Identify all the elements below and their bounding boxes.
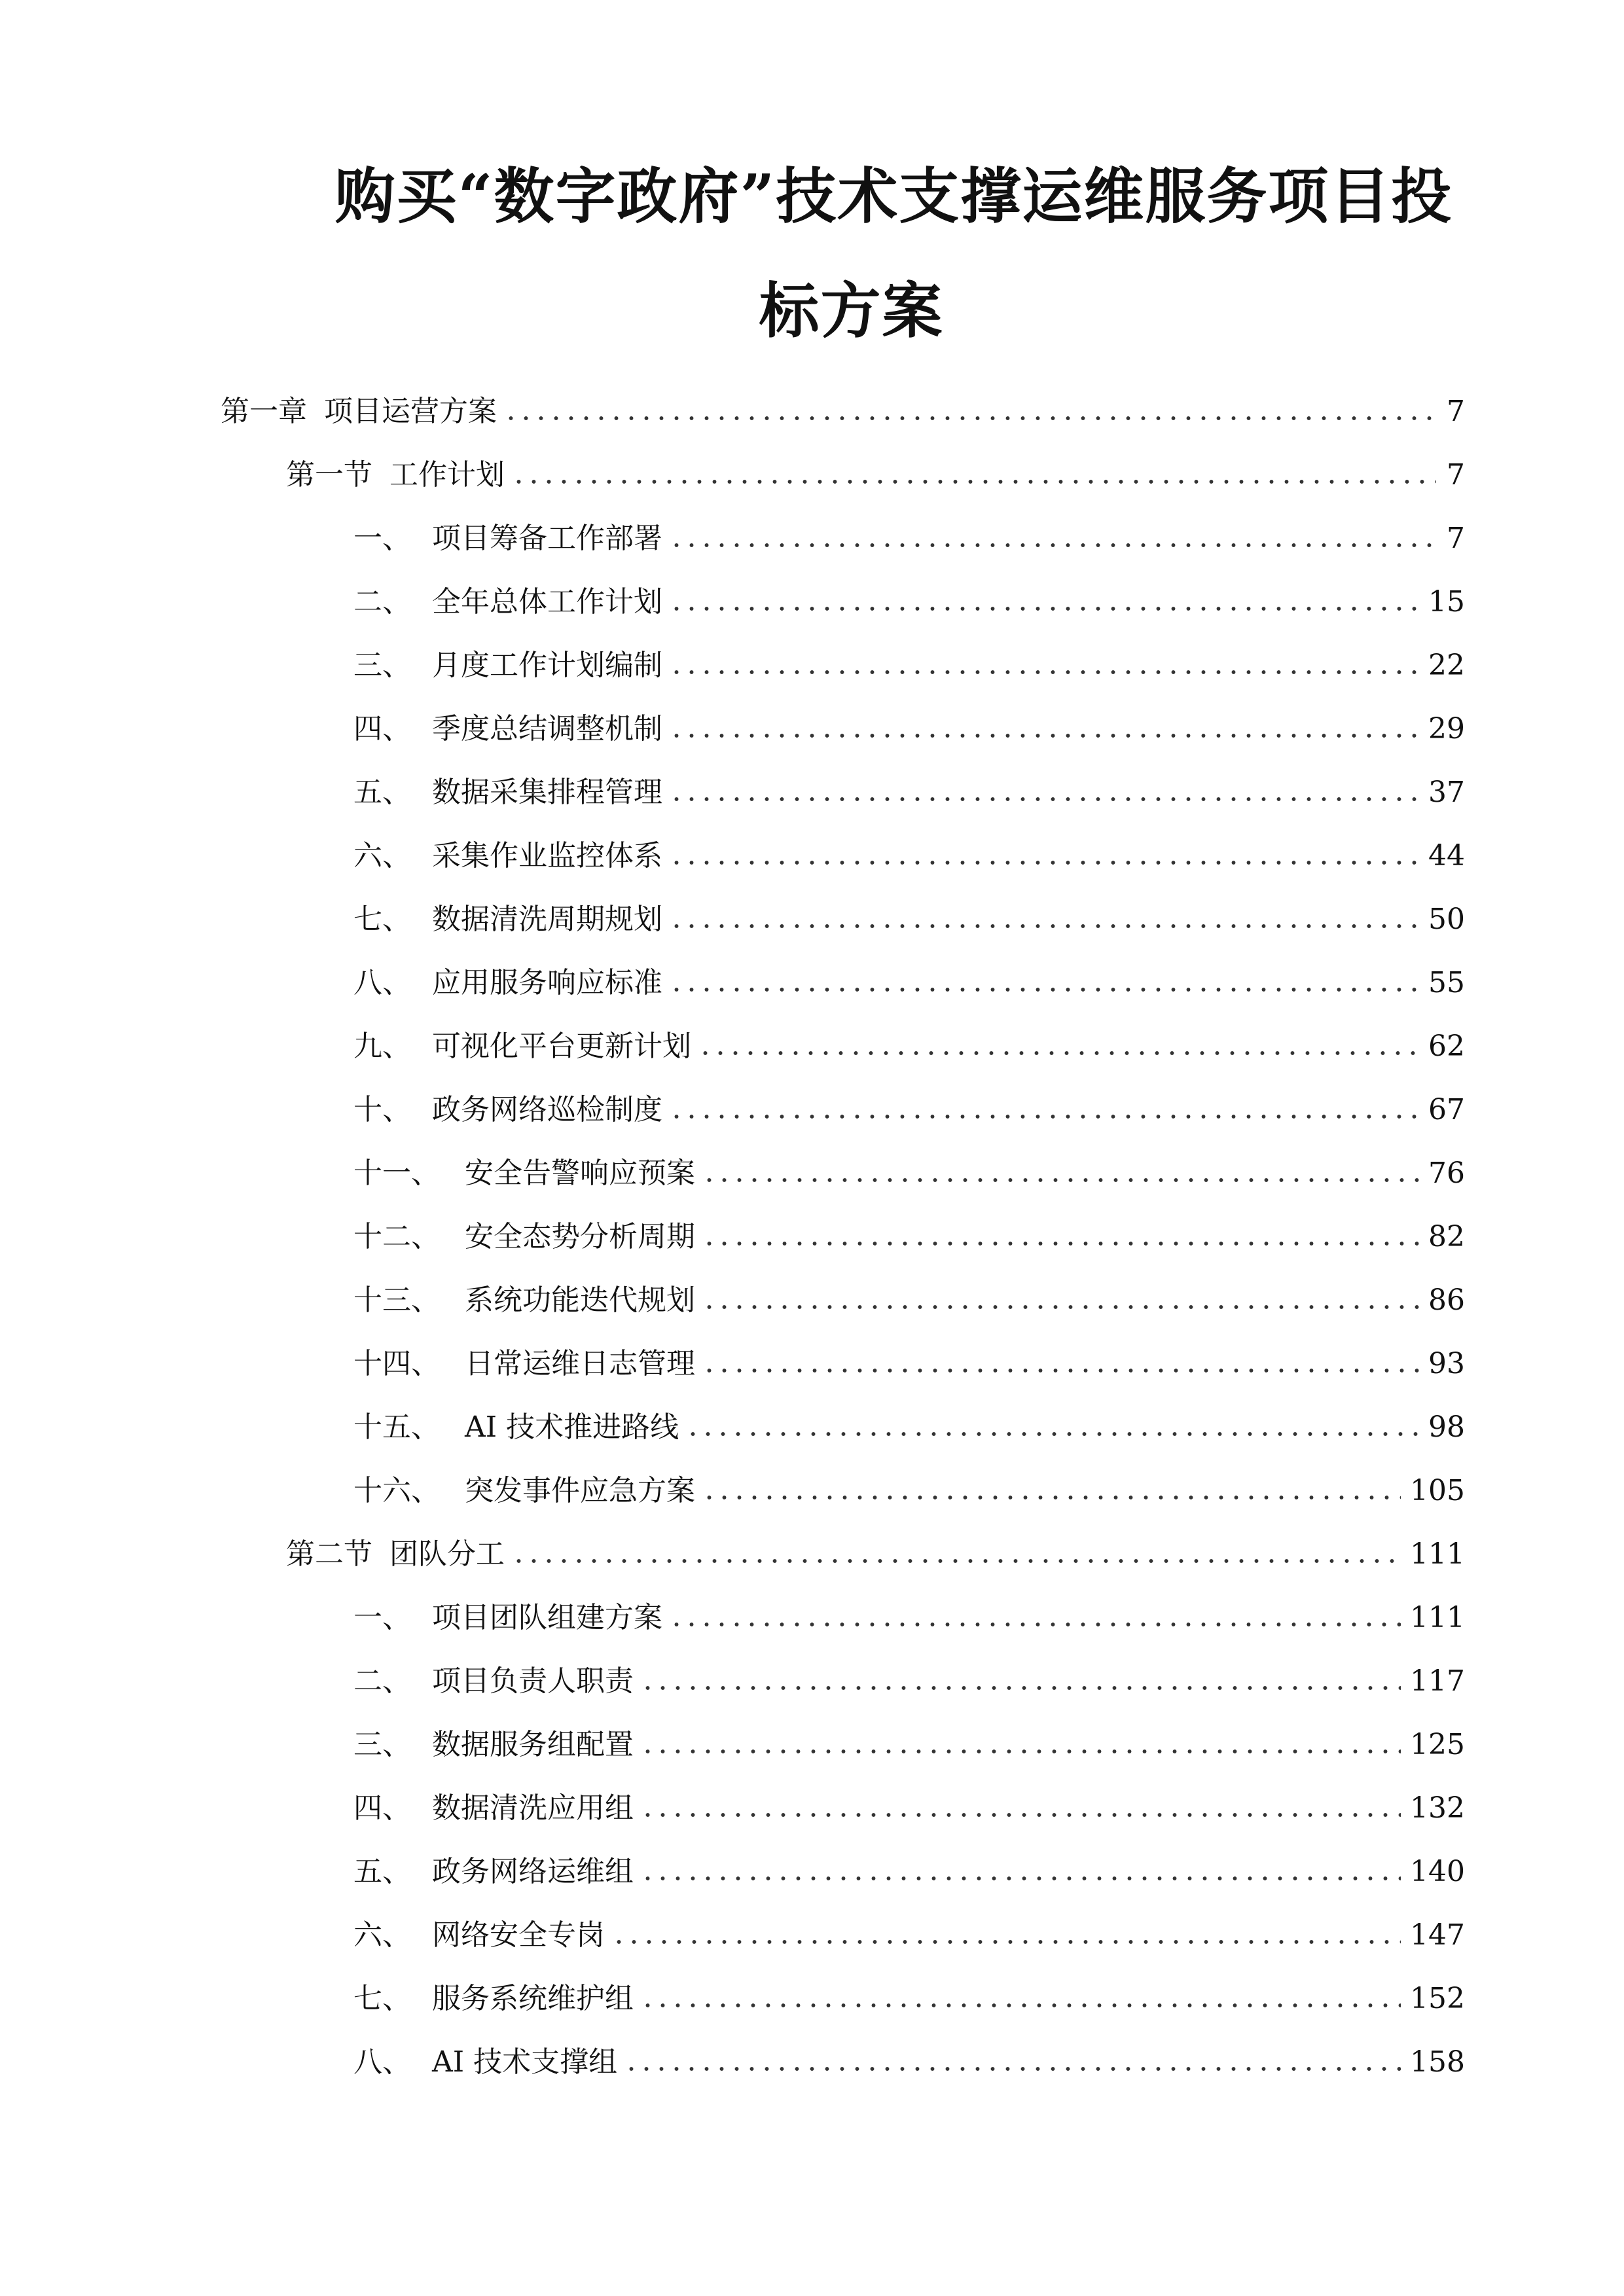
toc-item[interactable] — [0, 1776, 1624, 1840]
toc-entry-number: 十二、 — [353, 1219, 440, 1253]
document-title-line-2: 标方案 — [759, 276, 944, 346]
toc-entry-title: 季度总结调整机制 — [432, 711, 662, 745]
toc-item[interactable] — [0, 697, 1624, 761]
dot-leader — [669, 797, 1419, 802]
toc-item[interactable] — [0, 1713, 1624, 1776]
toc-entry-page: 140 — [1410, 1854, 1465, 1888]
toc-entry-page: 22 — [1428, 648, 1465, 682]
dot-leader — [702, 1368, 1419, 1373]
dot-leader — [611, 1939, 1401, 1945]
dot-leader — [702, 1304, 1419, 1310]
toc-entry-number: 第一章 — [221, 394, 307, 428]
toc-entry-number: 五、 — [353, 775, 411, 809]
toc-entry-title: 数据服务组配置 — [432, 1727, 634, 1761]
toc-entry-title: 团队分工 — [389, 1537, 505, 1571]
dot-leader — [685, 1431, 1419, 1437]
toc-entry-page: 111 — [1410, 1600, 1465, 1634]
toc-entry-page: 111 — [1410, 1537, 1465, 1571]
dot-leader — [640, 1749, 1401, 1754]
toc-entry-page: 7 — [1447, 394, 1465, 428]
toc-entry-title: 全年总体工作计划 — [432, 584, 662, 619]
toc-item[interactable] — [0, 1967, 1624, 2030]
toc-item[interactable] — [0, 1840, 1624, 1903]
toc-entry-page: 62 — [1428, 1029, 1465, 1063]
dot-leader — [669, 1622, 1401, 1627]
toc-item[interactable] — [0, 634, 1624, 697]
toc-section-1[interactable] — [0, 443, 1624, 507]
toc-entry-title: 政务网络巡检制度 — [432, 1092, 662, 1126]
toc-item[interactable] — [0, 824, 1624, 888]
toc-entry-title: 项目筹备工作部署 — [432, 521, 662, 555]
toc-entry-page: 105 — [1410, 1473, 1465, 1507]
toc-entry-page: 15 — [1428, 584, 1465, 619]
dot-leader — [640, 1685, 1401, 1691]
toc-item[interactable] — [0, 761, 1624, 824]
toc-entry-page: 37 — [1428, 775, 1465, 809]
toc-entry-title: 网络安全专岗 — [432, 1918, 605, 1952]
dot-leader — [669, 670, 1419, 675]
toc-item[interactable] — [0, 1903, 1624, 1967]
toc-item[interactable] — [0, 1205, 1624, 1268]
toc-entry-page: 132 — [1410, 1791, 1465, 1825]
toc-entry-title: 日常运维日志管理 — [465, 1346, 695, 1380]
toc-entry-number: 十三、 — [353, 1283, 440, 1317]
dot-leader — [698, 1050, 1419, 1056]
toc-entry-title: 政务网络运维组 — [432, 1854, 634, 1888]
toc-entry-number: 三、 — [353, 648, 411, 682]
toc-item[interactable] — [0, 1459, 1624, 1522]
dot-leader — [669, 1114, 1419, 1119]
dot-leader — [624, 2066, 1401, 2072]
toc-entry-number: 十、 — [353, 1092, 411, 1126]
toc-entry-page: 76 — [1428, 1156, 1465, 1190]
toc-entry-title: AI 技术推进路线 — [465, 1410, 679, 1444]
toc-item[interactable] — [0, 1332, 1624, 1395]
toc-entry-title: 项目团队组建方案 — [432, 1600, 662, 1634]
toc-entry-number: 一、 — [353, 1600, 411, 1634]
dot-leader — [702, 1241, 1419, 1246]
toc-entry-title: 数据清洗周期规划 — [432, 902, 662, 936]
toc-entry-page: 158 — [1410, 2045, 1465, 2079]
toc-entry-title: AI 技术支撑组 — [432, 2045, 618, 2079]
toc-entry-number: 十一、 — [353, 1156, 440, 1190]
toc-entry-number: 十四、 — [353, 1346, 440, 1380]
toc-entry-title: 数据清洗应用组 — [432, 1791, 634, 1825]
toc-entry-number: 八、 — [353, 965, 411, 999]
toc-entry-number: 九、 — [353, 1029, 411, 1063]
toc-entry-page: 67 — [1428, 1092, 1465, 1126]
toc-entry-page: 7 — [1447, 521, 1465, 555]
toc-item[interactable] — [0, 1649, 1624, 1713]
toc-entry-title: 服务系统维护组 — [432, 1981, 634, 2015]
dot-leader — [669, 606, 1419, 611]
toc-entry-number: 第二节 — [286, 1537, 372, 1571]
toc-entry-title: 突发事件应急方案 — [465, 1473, 695, 1507]
toc-entry-page: 117 — [1410, 1664, 1465, 1698]
dot-leader — [669, 924, 1419, 929]
toc-item[interactable] — [0, 507, 1624, 570]
dot-leader — [669, 733, 1419, 738]
dot-leader — [669, 860, 1419, 865]
toc-entry-title: 采集作业监控体系 — [432, 838, 662, 872]
toc-item[interactable] — [0, 1395, 1624, 1459]
toc-entry-number: 七、 — [353, 902, 411, 936]
toc-entry-page: 29 — [1428, 711, 1465, 745]
dot-leader — [640, 1876, 1401, 1881]
toc-item[interactable] — [0, 1268, 1624, 1332]
toc-entry-number: 七、 — [353, 1981, 411, 2015]
toc-entry-number: 六、 — [353, 1918, 411, 1952]
toc-entry-number: 二、 — [353, 1664, 411, 1698]
toc-entry-number: 十六、 — [353, 1473, 440, 1507]
toc-item[interactable] — [0, 888, 1624, 951]
toc-item[interactable] — [0, 1014, 1624, 1078]
toc-entry-title: 月度工作计划编制 — [432, 648, 662, 682]
toc-entry-number: 四、 — [353, 711, 411, 745]
dot-leader — [640, 2003, 1401, 2008]
toc-entry-number: 第一节 — [286, 457, 372, 492]
toc-entry-title: 数据采集排程管理 — [432, 775, 662, 809]
table-of-contents — [0, 380, 1624, 2094]
toc-item[interactable] — [0, 2030, 1624, 2094]
toc-entry-title: 系统功能迭代规划 — [465, 1283, 695, 1317]
toc-entry-page: 44 — [1428, 838, 1465, 872]
toc-entry-page: 147 — [1410, 1918, 1465, 1952]
dot-leader — [669, 987, 1419, 992]
toc-entry-page: 125 — [1410, 1727, 1465, 1761]
toc-entry-title: 项目运营方案 — [324, 394, 497, 428]
toc-entry-title: 项目负责人职责 — [432, 1664, 634, 1698]
toc-entry-title: 应用服务响应标准 — [432, 965, 662, 999]
toc-entry-page: 7 — [1447, 457, 1465, 492]
toc-entry-number: 四、 — [353, 1791, 411, 1825]
toc-item[interactable] — [0, 570, 1624, 634]
toc-entry-number: 一、 — [353, 521, 411, 555]
dot-leader — [702, 1495, 1401, 1500]
toc-entry-page: 98 — [1428, 1410, 1465, 1444]
toc-item[interactable] — [0, 951, 1624, 1014]
toc-item[interactable] — [0, 1078, 1624, 1141]
toc-entry-page: 55 — [1428, 965, 1465, 999]
toc-item[interactable] — [0, 1586, 1624, 1649]
toc-entry-number: 三、 — [353, 1727, 411, 1761]
dot-leader — [503, 416, 1436, 421]
toc-entry-page: 50 — [1428, 902, 1465, 936]
toc-item[interactable] — [0, 1141, 1624, 1205]
dot-leader — [511, 479, 1436, 484]
toc-section-2[interactable] — [0, 1522, 1624, 1586]
dot-leader — [640, 1812, 1401, 1818]
toc-chapter-1[interactable] — [0, 380, 1624, 443]
toc-entry-number: 十五、 — [353, 1410, 440, 1444]
toc-entry-title: 安全告警响应预案 — [465, 1156, 695, 1190]
toc-entry-number: 六、 — [353, 838, 411, 872]
toc-entry-title: 安全态势分析周期 — [465, 1219, 695, 1253]
toc-entry-number: 二、 — [353, 584, 411, 619]
dot-leader — [669, 543, 1436, 548]
toc-entry-page: 152 — [1410, 1981, 1465, 2015]
document-title-line-1: 购买“数字政府”技术支撑运维服务项目投 — [334, 161, 1453, 232]
toc-entry-page: 93 — [1428, 1346, 1465, 1380]
toc-entry-number: 五、 — [353, 1854, 411, 1888]
dot-leader — [511, 1558, 1401, 1564]
toc-entry-page: 86 — [1428, 1283, 1465, 1317]
toc-entry-title: 可视化平台更新计划 — [432, 1029, 691, 1063]
toc-entry-title: 工作计划 — [389, 457, 505, 492]
dot-leader — [702, 1177, 1419, 1183]
toc-entry-number: 八、 — [353, 2045, 411, 2079]
toc-entry-page: 82 — [1428, 1219, 1465, 1253]
